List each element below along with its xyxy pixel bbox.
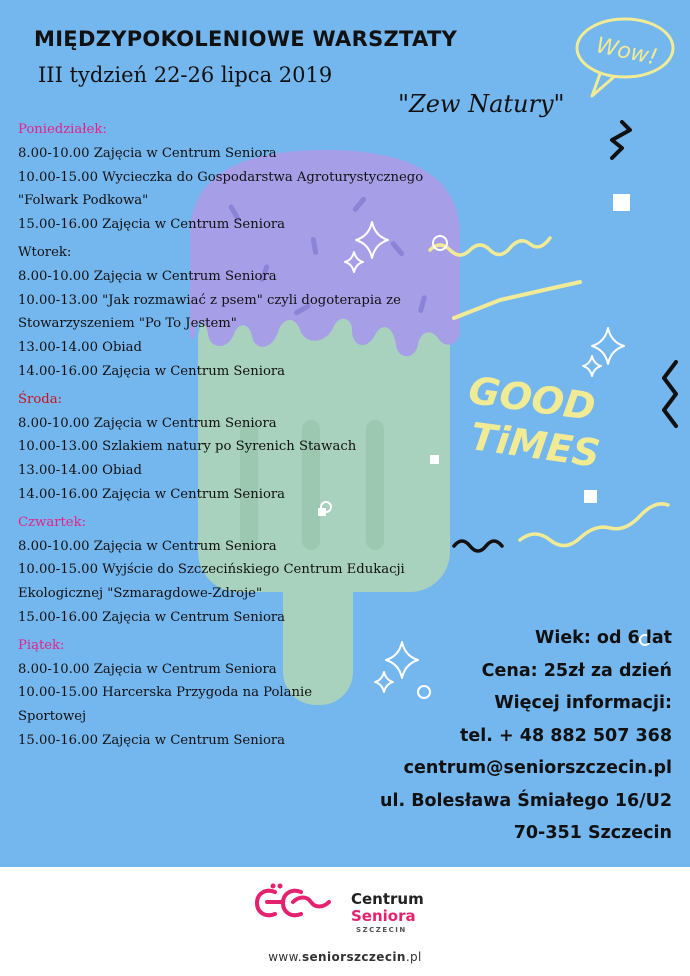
week-dates: III tydzień 22-26 lipca 2019 [38, 63, 333, 87]
day-block [18, 241, 488, 384]
age-info: Wiek: od 6 lat [535, 628, 672, 648]
schedule-line: 15.00-16.00 Zajęcia w Centrum Seniora [18, 609, 286, 625]
schedule-line: 15.00-16.00 Zajęcia w Centrum Seniora [18, 217, 286, 233]
schedule-line: 8.00-10.00 Zajęcia w Centrum Seniora [18, 145, 277, 161]
day-name: Środa: [18, 391, 63, 407]
times-text: TiMES [467, 414, 603, 476]
squiggle-yellow [520, 504, 668, 546]
schedule-line: Ekologicznej "Szmaragdowe-Zdroje" [18, 586, 263, 602]
day-block [18, 118, 488, 237]
wow-bubble [577, 19, 673, 96]
schedule-line: 14.00-16.00 Zajęcia w Centrum Seniora [18, 363, 286, 379]
zigzag-black [664, 362, 676, 426]
centrum-seniora-logo-icon [253, 878, 333, 928]
zigzag-black [612, 122, 630, 158]
sparkle-icon [583, 356, 601, 376]
day-block [18, 388, 488, 507]
schedule-line: 10.00-15.00 Wycieczka do Gospodarstwa Agroturystycznego [18, 169, 424, 185]
street-address: ul. Bolesława Śmiałego 16/U2 [380, 790, 672, 811]
more-info-label: Więcej informacji: [494, 693, 672, 713]
schedule-line: 8.00-10.00 Zajęcia w Centrum Seniora [18, 661, 277, 677]
schedule-line: 8.00-10.00 Zajęcia w Centrum Seniora [18, 415, 277, 431]
day-name: Piątek: [18, 637, 65, 653]
price-info: Cena: 25zł za dzień [481, 660, 672, 681]
brand-line-szczecin: SZCZECIN [356, 926, 407, 934]
brand-line-seniora: Seniora [351, 907, 416, 925]
brand-wordmark [351, 891, 424, 935]
email-info: centrum@seniorszczecin.pl [403, 758, 672, 778]
schedule-line: Stowarzyszeniem "Po To Jestem" [18, 316, 237, 332]
sparkle-icon [592, 328, 624, 364]
schedule-line: 10.00-13.00 "Jak rozmawiać z psem" czyli dogoterapia ze [18, 292, 401, 308]
schedule-line: Sportowej [18, 709, 87, 725]
schedule-line: 8.00-10.00 Zajęcia w Centrum Seniora [18, 538, 277, 554]
schedule-line: 10.00-15.00 Harcerska Przygoda na Polanie [18, 685, 313, 701]
theme-title: "Zew Natury" [398, 90, 565, 118]
day-name: Czwartek: [18, 514, 87, 530]
schedule-line: 14.00-16.00 Zajęcia w Centrum Seniora [18, 486, 286, 502]
website-link[interactable] [0, 950, 690, 964]
schedule-line: 10.00-13.00 Szlakiem natury po Syrenich Stawach [18, 439, 357, 455]
url-suffix: .pl [405, 950, 422, 964]
good-text: GOOD [465, 368, 599, 430]
schedule-line: 13.00-14.00 Obiad [18, 340, 142, 356]
schedule-line: 13.00-14.00 Obiad [18, 463, 142, 479]
day-name: Wtorek: [18, 244, 72, 260]
schedule-line: 10.00-15.00 Wyjście do Szczecińskiego Centrum Edukacji [18, 562, 405, 578]
square-white [584, 490, 597, 503]
schedule-line: "Folwark Podkowa" [18, 193, 149, 209]
wow-text: Wow! [593, 33, 660, 71]
city-address: 70-351 Szczecin [513, 823, 672, 843]
day-name: Poniedziałek: [18, 122, 107, 137]
day-block [18, 511, 488, 630]
schedule-line: 8.00-10.00 Zajęcia w Centrum Seniora [18, 268, 277, 284]
url-prefix: www. [268, 950, 302, 964]
info-block [380, 622, 672, 850]
square-white [613, 194, 630, 211]
url-domain: seniorszczecin [301, 950, 406, 964]
phone-info: tel. + 48 882 507 368 [460, 725, 672, 746]
schedule-line: 15.00-16.00 Zajęcia w Centrum Seniora [18, 732, 286, 748]
brand-line-centrum: Centrum [351, 890, 424, 908]
poster-title: MIĘDZYPOKOLENIOWE WARSZTATY [34, 27, 458, 51]
